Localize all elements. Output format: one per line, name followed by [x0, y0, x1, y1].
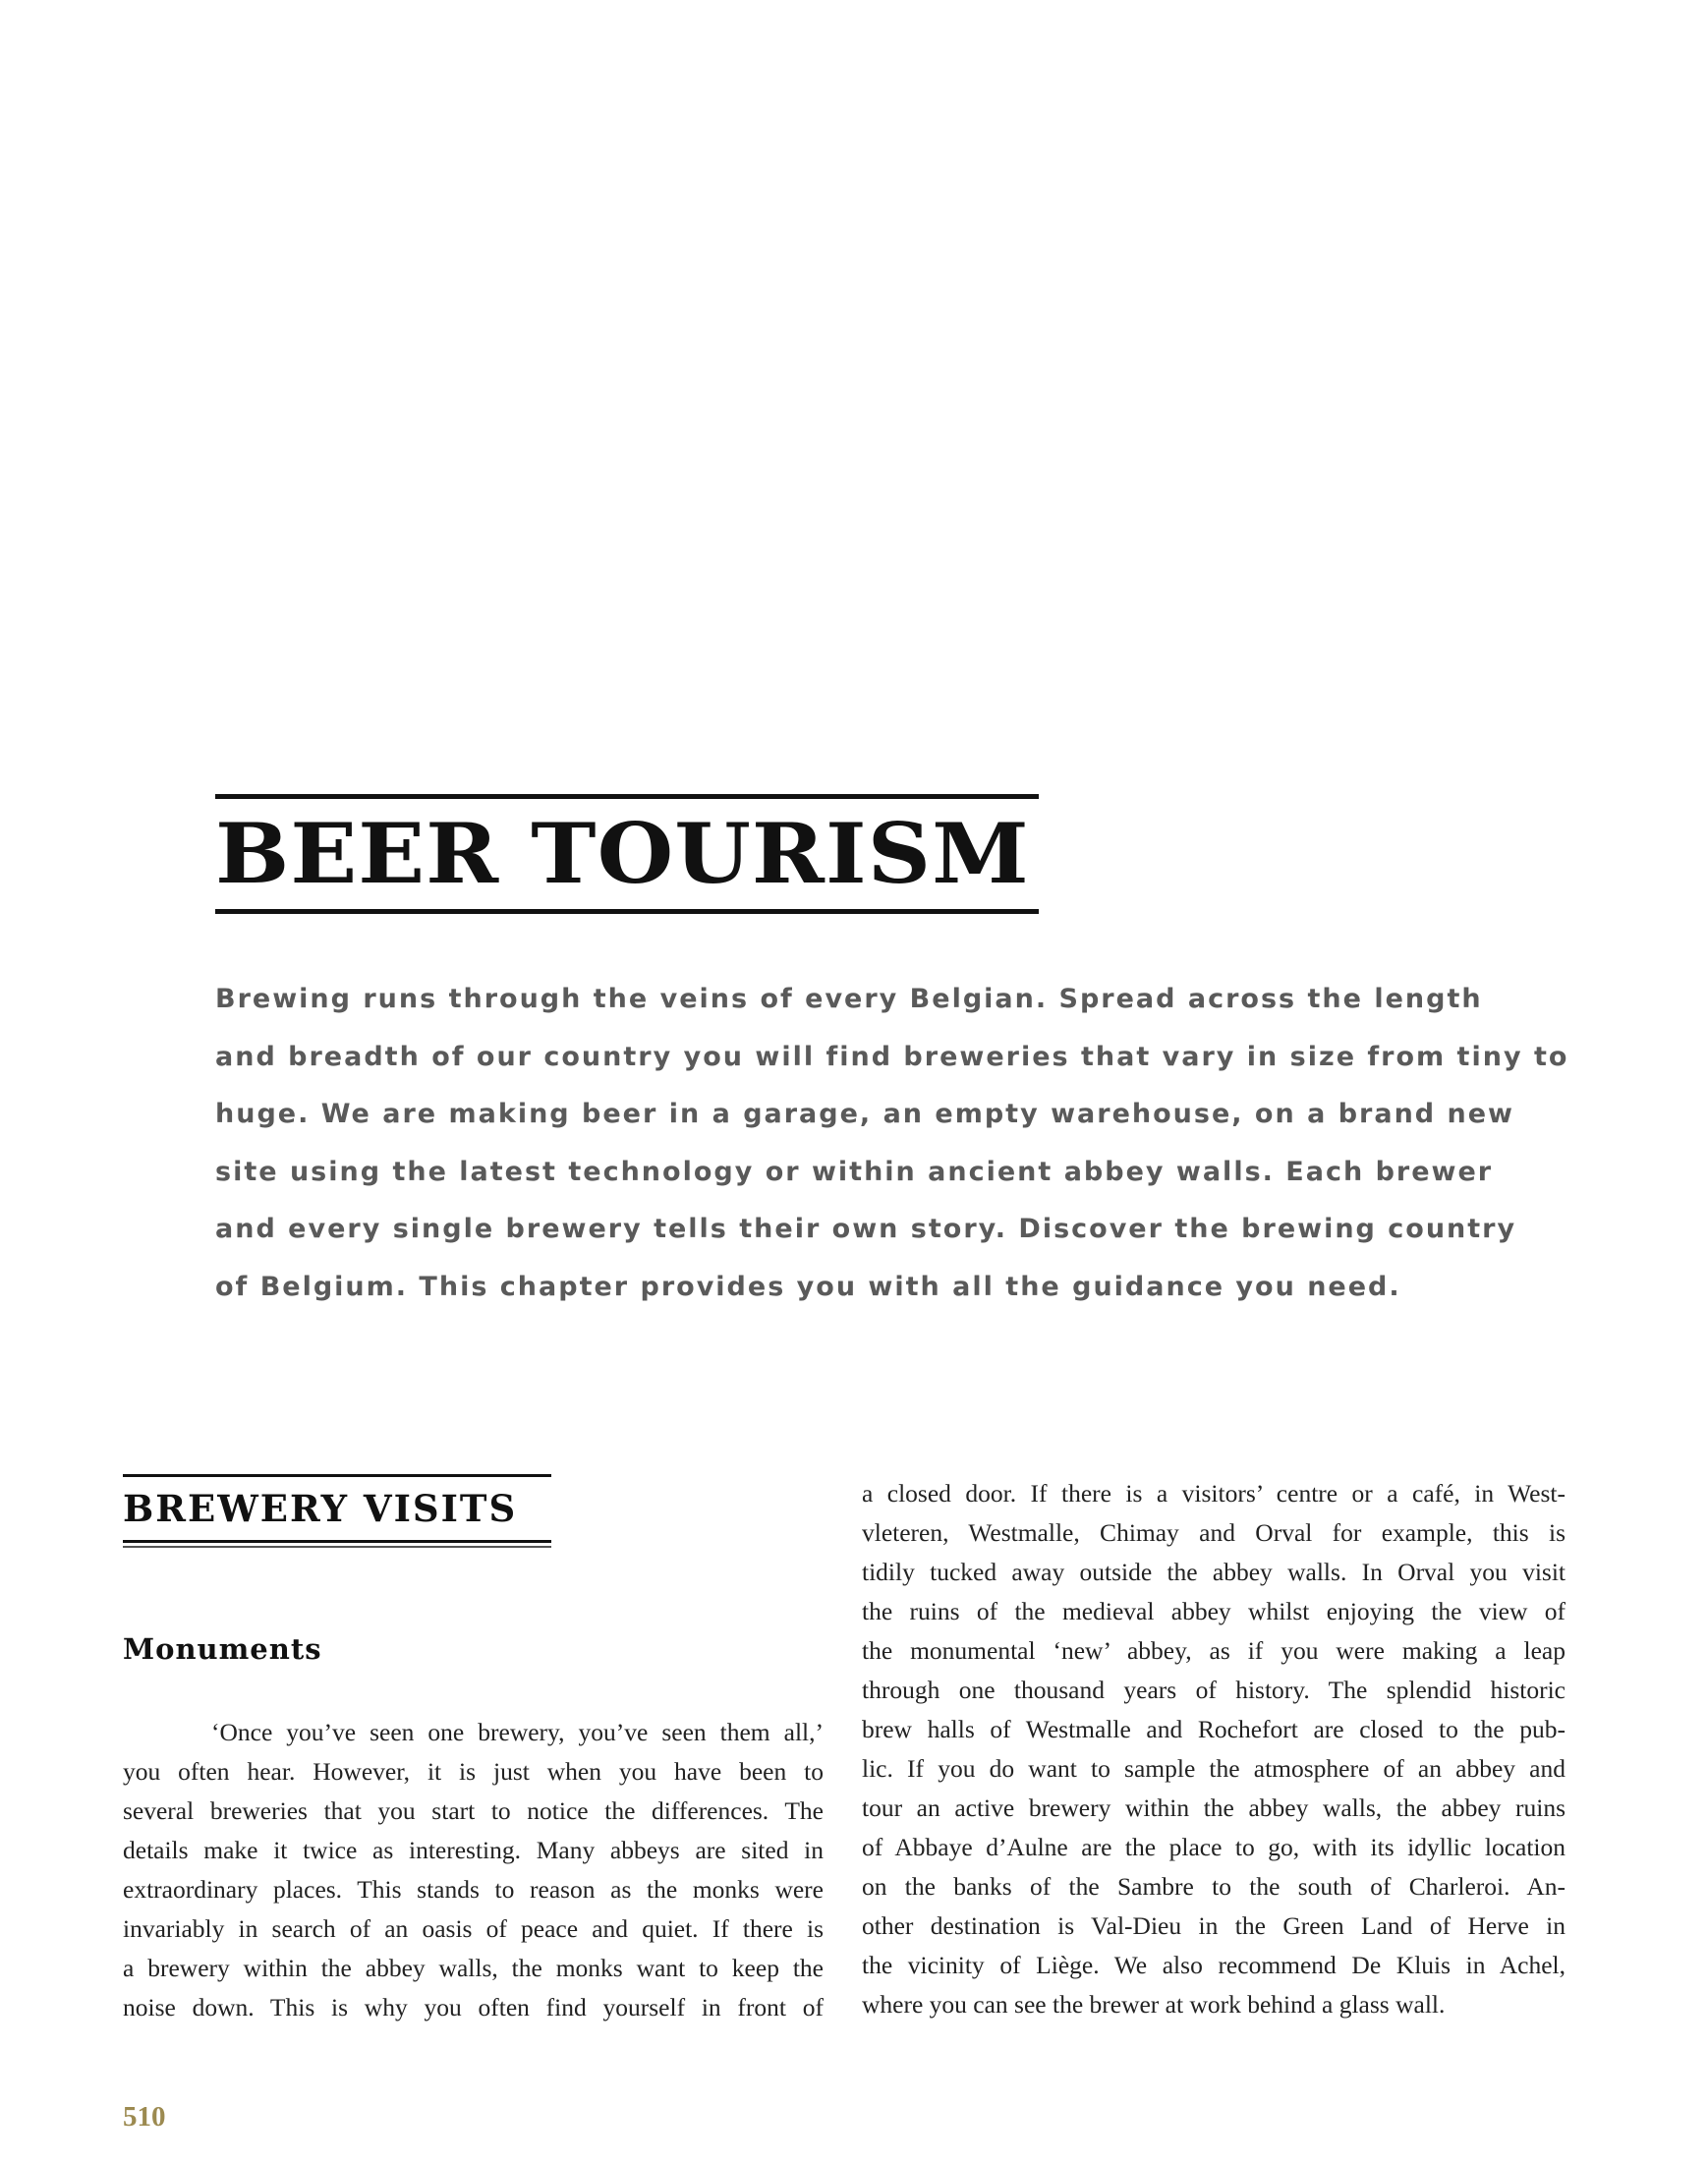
body-line: vleteren, Westmalle, Chimay and Orval for example, this is [862, 1518, 1566, 1547]
body-line: brew halls of Westmalle and Rochefort are closed to the pub- [862, 1715, 1566, 1743]
body-line: other destination is Val-Dieu in the Green Land of Herve in [862, 1911, 1566, 1940]
body-line: the ruins of the medieval abbey whilst enjoying the view of [862, 1597, 1566, 1625]
subheading-monuments: Monuments [123, 1632, 322, 1666]
intro-line: site using the latest technology or within ancient abbey walls. Each brewer [215, 1156, 1494, 1187]
section-rule-top [123, 1474, 551, 1477]
body-column-left [123, 1713, 824, 2027]
body-line: several breweries that you start to notice the differences. The [123, 1796, 824, 1825]
body-line: where you can see the brewer at work behind a glass wall. [862, 1990, 1446, 2019]
body-line: of Abbaye d’Aulne are the place to go, with its idyllic location [862, 1833, 1566, 1861]
intro-line: Brewing runs through the veins of every Belgian. Spread across the length [215, 984, 1483, 1014]
body-line: on the banks of the Sambre to the south of Charleroi. An- [862, 1872, 1566, 1901]
body-line: extraordinary places. This stands to reason as the monks were [123, 1875, 824, 1904]
chapter-title: BEER TOURISM [215, 805, 1030, 902]
intro-line: of Belgium. This chapter provides you with all the guidance you need. [215, 1271, 1401, 1302]
body-line: through one thousand years of history. The splendid historic [862, 1676, 1566, 1704]
body-line: details make it twice as interesting. Many abbeys are sited in [123, 1836, 824, 1864]
body-column-right [862, 1474, 1566, 2024]
body-line: tour an active brewery within the abbey walls, the abbey ruins [862, 1793, 1566, 1822]
body-line: lic. If you do want to sample the atmosphere of an abbey and [862, 1754, 1566, 1783]
intro-line: and breadth of our country you will find breweries that vary in size from tiny to [215, 1041, 1569, 1072]
body-line: a brewery within the abbey walls, the monks want to keep the [123, 1954, 824, 1982]
body-line: the monumental ‘new’ abbey, as if you were making a leap [862, 1636, 1566, 1665]
body-line: ‘Once you’ve seen one brewery, you’ve seen them all,’ [211, 1718, 824, 1746]
body-line: the vicinity of Liège. We also recommend De Kluis in Achel, [862, 1951, 1566, 1979]
intro-line: and every single brewery tells their own story. Discover the brewing country [215, 1214, 1517, 1244]
body-line: a closed door. If there is a visitors’ centre or a café, in West- [862, 1479, 1566, 1508]
chapter-intro [215, 971, 1569, 1316]
body-line: tidily tucked away outside the abbey walls. In Orval you visit [862, 1558, 1566, 1586]
chapter-title-block [215, 794, 1039, 914]
title-rule-bottom [215, 909, 1039, 914]
body-line: noise down. This is why you often find yourself in front of [123, 1993, 824, 2021]
title-rule-top [215, 794, 1039, 799]
section-rule-bottom-secondary [123, 1546, 551, 1548]
body-line: invariably in search of an oasis of peace and quiet. If there is [123, 1914, 824, 1943]
page-number: 510 [123, 2101, 166, 2133]
section-heading-block [123, 1474, 551, 1548]
intro-line: huge. We are making beer in a garage, an empty warehouse, on a brand new [215, 1099, 1514, 1129]
section-title: BREWERY VISITS [123, 1487, 518, 1530]
body-line: you often hear. However, it is just when you have been to [123, 1757, 824, 1786]
